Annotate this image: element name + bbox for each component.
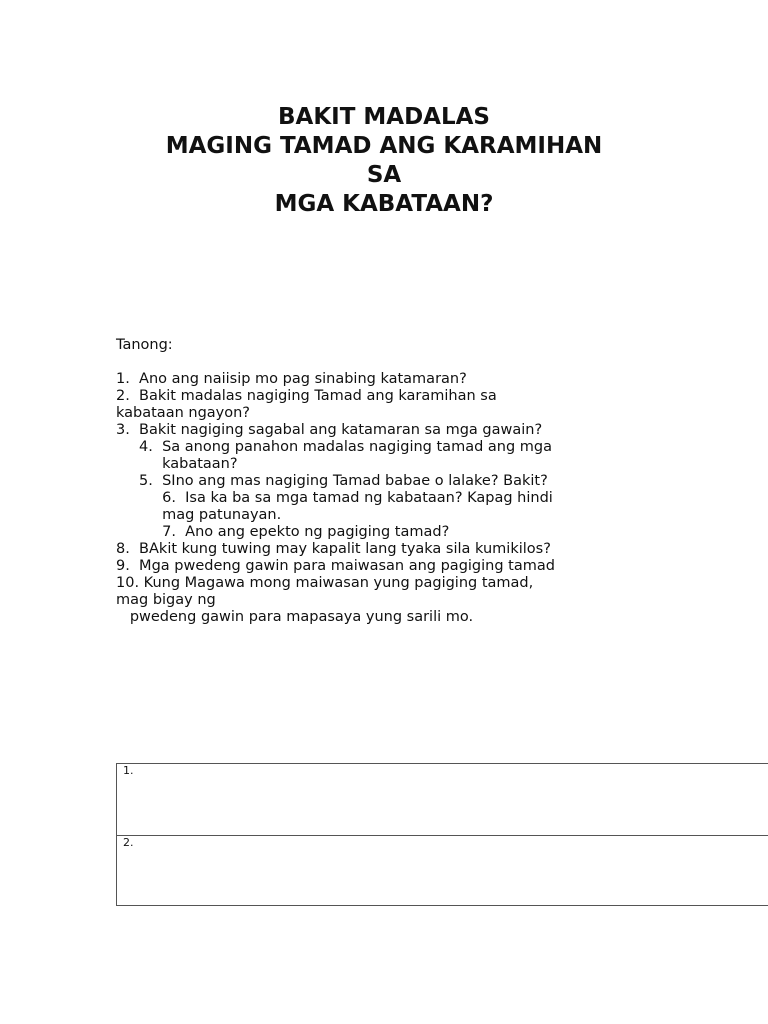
answer-box-1 xyxy=(116,763,768,836)
question-line: 4. Sa anong panahon madalas nagiging tamad ang mga xyxy=(116,439,552,455)
answer-number: 1. xyxy=(123,764,134,777)
question-line: 5. SIno ang mas nagiging Tamad babae o lalake? Bakit? xyxy=(116,473,548,489)
question-line: 7. Ano ang epekto ng pagiging tamad? xyxy=(116,524,450,540)
question-line: kabataan? xyxy=(116,456,238,472)
question-line: 1. Ano ang naiisip mo pag sinabing katamaran? xyxy=(116,371,467,387)
blank-line xyxy=(116,354,756,371)
question-line: 2. Bakit madalas nagiging Tamad ang karamihan sa xyxy=(116,388,497,404)
question-line: mag bigay ng xyxy=(116,592,216,608)
questions-section xyxy=(116,337,756,626)
title-line-2: MAGING TAMAD ANG KARAMIHAN xyxy=(165,133,603,159)
question-line: 9. Mga pwedeng gawin para maiwasan ang pagiging tamad xyxy=(116,558,555,574)
question-line: mag patunayan. xyxy=(116,507,282,523)
document-title xyxy=(0,103,768,219)
question-line: 3. Bakit nagiging sagabal ang katamaran sa mga gawain? xyxy=(116,422,543,438)
answer-box-2 xyxy=(116,835,768,906)
title-line-3: SA xyxy=(366,162,402,188)
answer-number: 2. xyxy=(123,836,134,849)
question-line: pwedeng gawin para mapasaya yung sarili mo. xyxy=(116,609,474,625)
question-line: kabataan ngayon? xyxy=(116,405,250,421)
title-line-1: BAKIT MADALAS xyxy=(277,104,490,130)
question-line: 10. Kung Magawa mong maiwasan yung pagiging tamad, xyxy=(116,575,534,591)
title-line-4: MGA KABATAAN? xyxy=(274,191,494,217)
question-line: 8. BAkit kung tuwing may kapalit lang tyaka sila kumikilos? xyxy=(116,541,551,557)
question-line: 6. Isa ka ba sa mga tamad ng kabataan? Kapag hindi xyxy=(116,490,553,506)
questions-heading: Tanong: xyxy=(116,337,173,353)
